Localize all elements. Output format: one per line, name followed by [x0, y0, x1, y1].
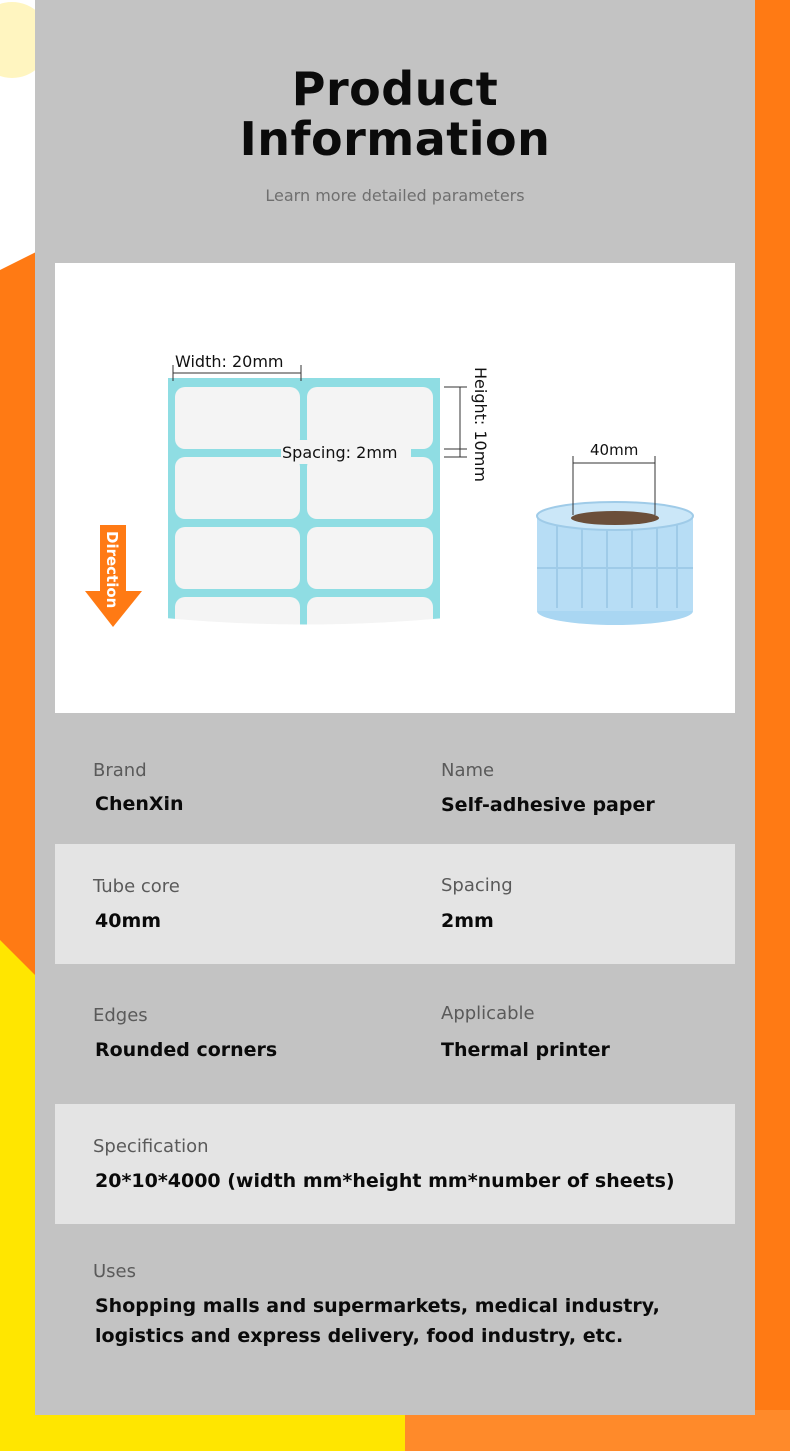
spec-row-brand-name: [55, 725, 735, 843]
tube-core-label: Tube core: [93, 876, 180, 897]
height-label: Height: 10mm: [471, 367, 490, 482]
spec-row-edges-applicable: [55, 965, 735, 1103]
specification-value: 20*10*4000 (width mm*height mm*number of sheets): [95, 1170, 675, 1192]
brand-label: Brand: [93, 760, 147, 781]
core-label: 40mm: [590, 441, 639, 459]
label-diagram: [55, 263, 735, 713]
spec-row-uses: [55, 1225, 735, 1405]
page-title: Product Information: [239, 62, 551, 166]
page-subtitle: Learn more detailed parameters: [265, 186, 525, 205]
direction-label: Direction: [103, 531, 121, 609]
width-label: Width: 20mm: [175, 352, 284, 371]
brand-value: ChenXin: [95, 793, 184, 815]
tube-core: [571, 511, 659, 525]
applicable-label: Applicable: [441, 1003, 535, 1024]
edges-value: Rounded corners: [95, 1039, 278, 1061]
tube-core-value: 40mm: [95, 910, 162, 932]
spacing-spec-label: Spacing: [441, 875, 513, 896]
name-label: Name: [441, 760, 495, 781]
edges-label: Edges: [93, 1005, 148, 1026]
applicable-value: Thermal printer: [441, 1039, 610, 1061]
spec-row-tube-spacing: [55, 844, 735, 964]
product-diagram-card: [55, 263, 735, 713]
name-value: Self-adhesive paper: [441, 794, 655, 816]
spacing-label: Spacing: 2mm: [282, 443, 398, 462]
specification-label: Specification: [93, 1136, 209, 1157]
uses-label: Uses: [93, 1261, 137, 1282]
spec-row-specification: [55, 1104, 735, 1224]
spacing-spec-value: 2mm: [441, 910, 494, 932]
uses-value: Shopping malls and supermarkets, medical industry, logistics and express delivery, food industry, etc.: [95, 1295, 660, 1347]
